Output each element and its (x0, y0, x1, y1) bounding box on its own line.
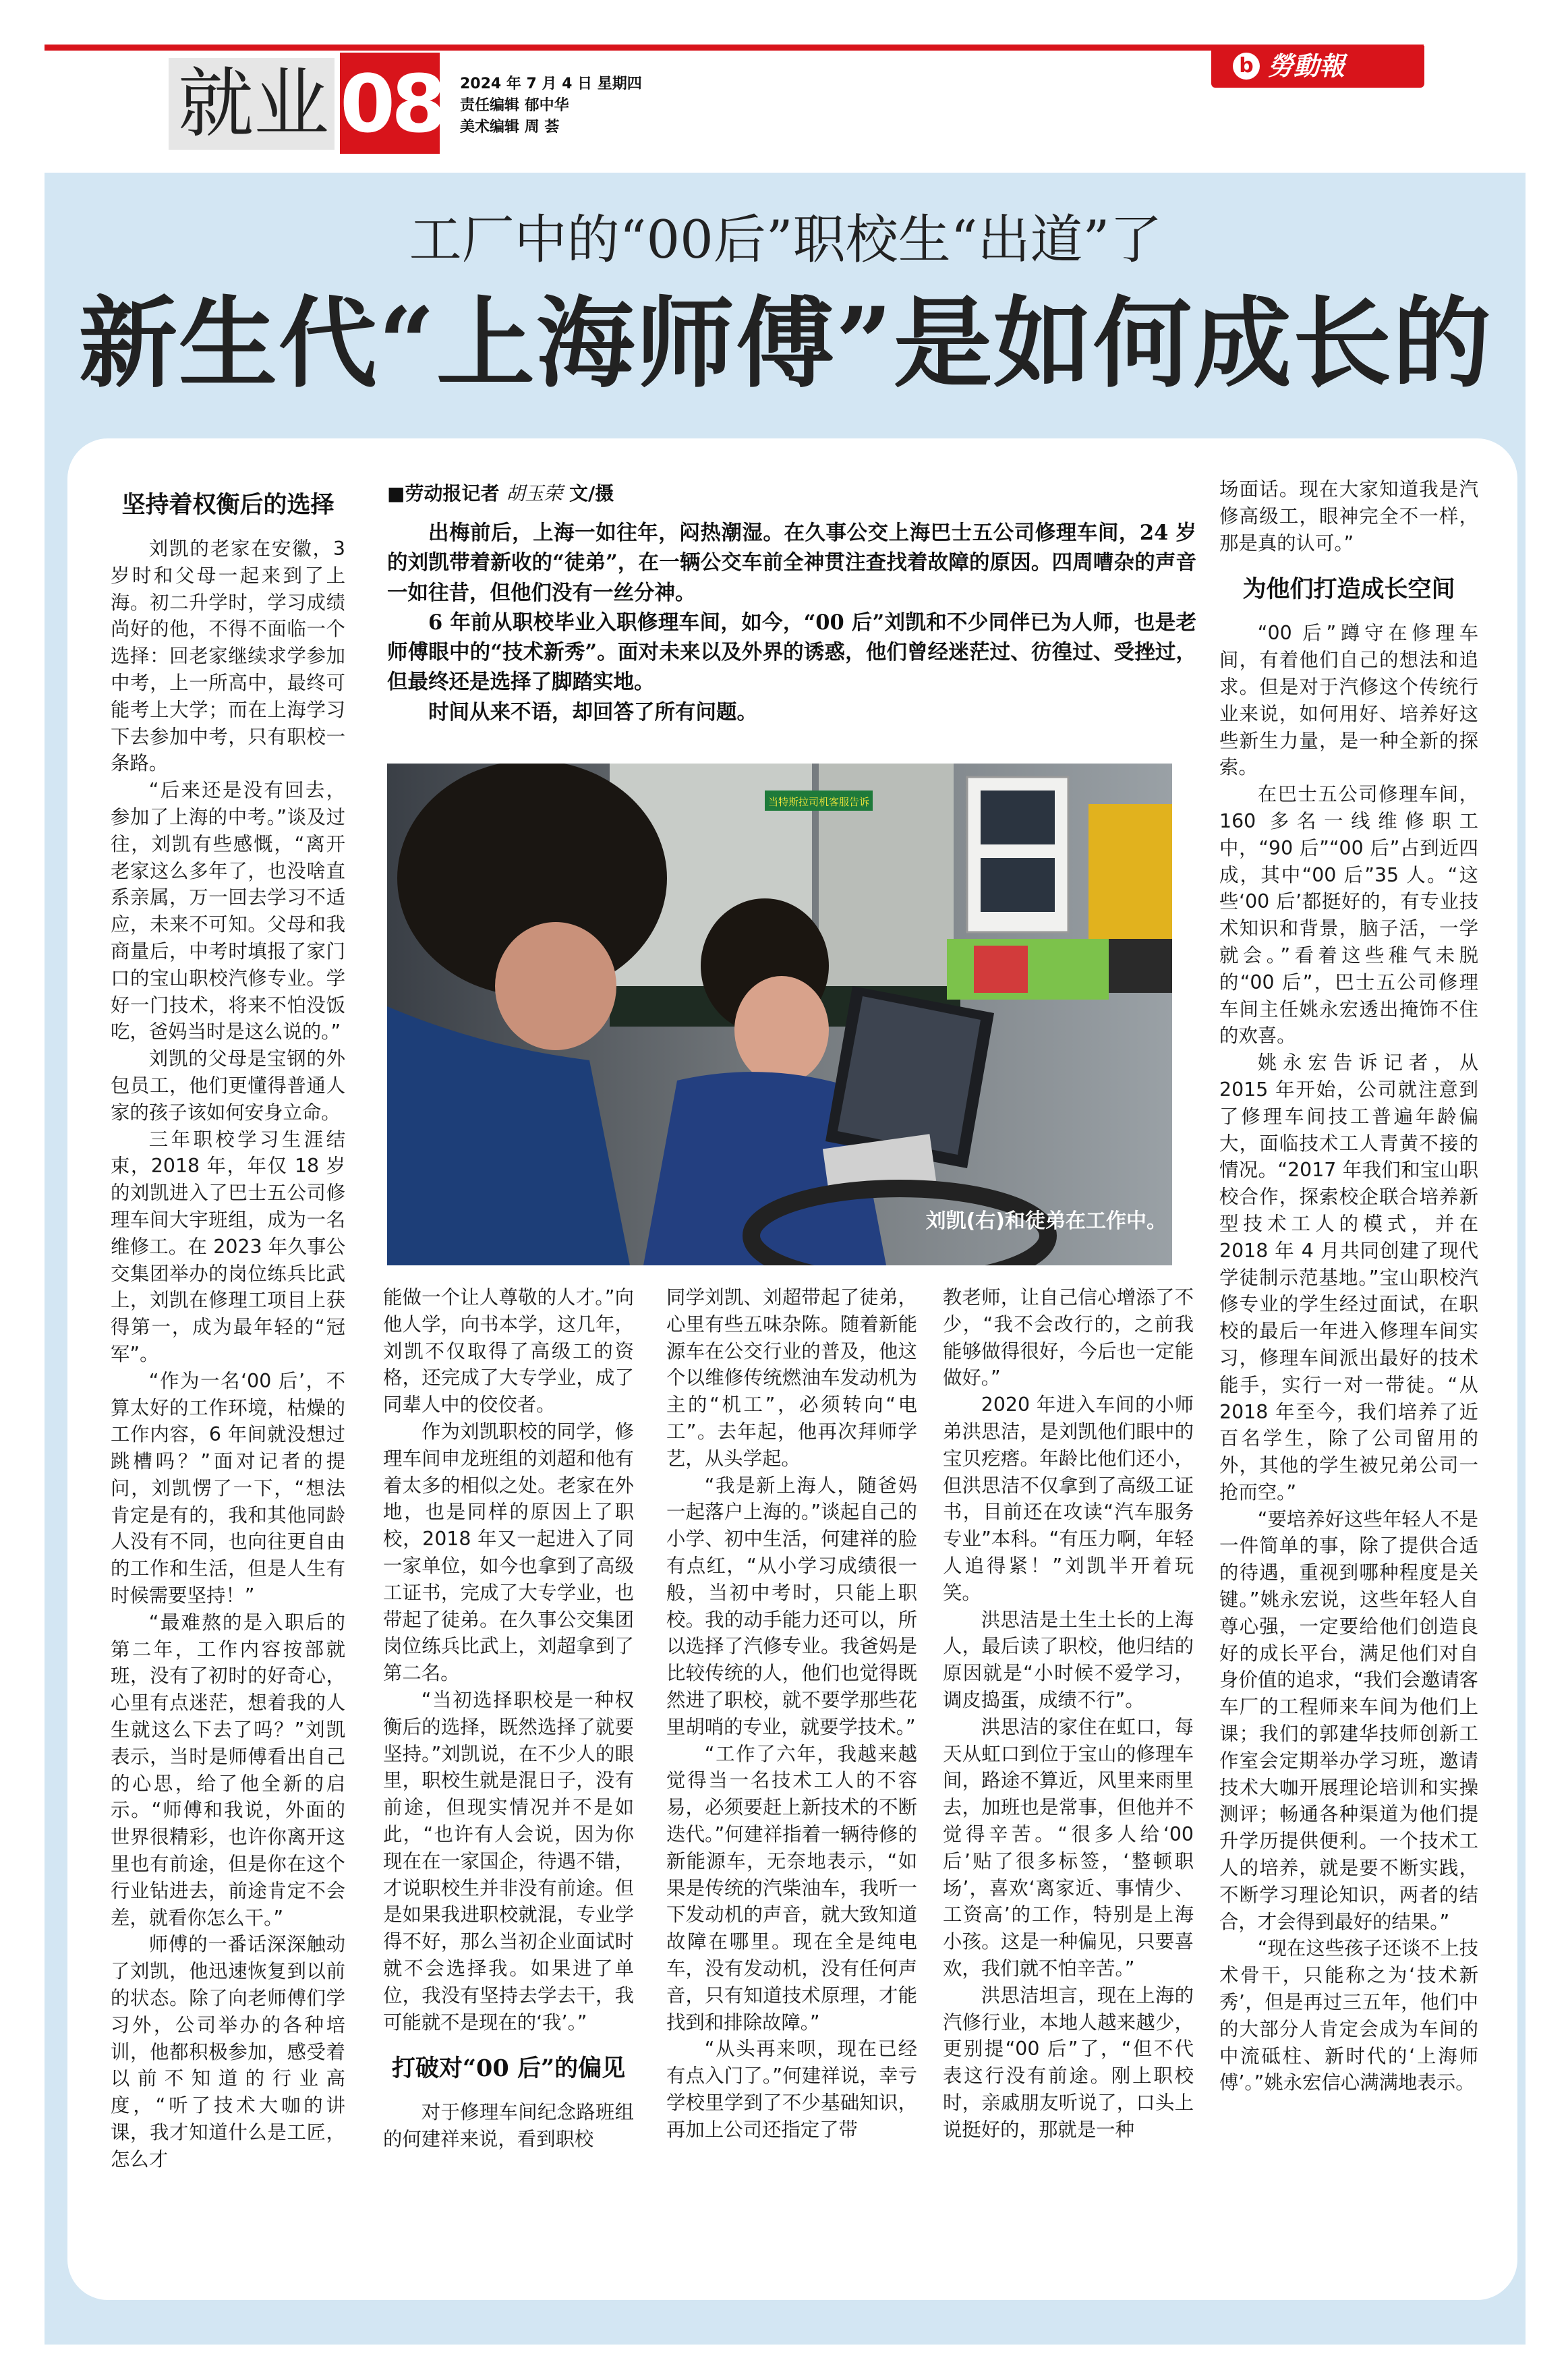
subheading-growth-space: 为他们打造成长空间 (1242, 575, 1455, 604)
paragraph: “当初选择职校是一种权衡后的选择，既然选择了就要坚持。”刘凯说，在不少人的眼里，职校生就是混日子，没有前途，但现实情况并不是如此，“也许有人会说，因为你现在在一家国企，待遇不错，才说职校生并非没有前途。但是如果我进职校就混，专业学得不好，那么当初企业面试时就不会选择我。如果进了单位，我没有坚持去学去干，我可能就不是现在的‘我’。” (383, 1688, 634, 2034)
subheading-prejudice: 打破对“00 后”的偏见 (391, 2055, 626, 2083)
reporter-name: 胡玉荣 (506, 482, 563, 505)
paragraph: 2020 年进入车间的小师弟洪思洁，是刘凯他们眼中的宝贝疙瘩。年龄比他们还小，但洪思洁不仅拿到了高级工证书，目前还在攻读“汽车服务专业”本科。“有压力啊，年轻人追得紧！”刘凯半开着玩笑。 (943, 1394, 1194, 1604)
bus-sign-text: 当特斯拉司机客服告诉 (768, 796, 870, 808)
paragraph: “现在这些孩子还谈不上技术骨干，只能称之为‘技术新秀’，但是再过三五年，他们中的大部分人肯定会成为车间的中流砥柱、新时代的‘上海师傅’。”姚永宏信心满满地表示。 (1219, 1937, 1478, 2094)
article-column-5 (1219, 476, 1478, 2096)
paragraph: 三年职校学习生涯结束，2018 年，年仅 18 岁的刘凯进入了巴士五公司修理车间大宇班组，成为一名维修工。在 2023 年久事公交集团举办的岗位练兵比武上，刘凯在修理工项目上获得第一，成为最年轻的“冠军”。 (111, 1128, 345, 1365)
responsible-editor: 责任编辑 郁中华 (460, 97, 569, 114)
byline-prefix: ■劳动报记者 (387, 482, 500, 505)
headline-main: 新生代“上海师傅”是如何成长的 (79, 286, 1492, 401)
paragraph: 同学刘凯、刘超带起了徒弟，心里有些五味杂陈。随着新能源车在公交行业的普及，他这个以维修传统燃油车发动机为主的“机工”，必须转向“电工”。去年起，他再次拜师学艺，从头学起。 (666, 1286, 917, 1470)
paragraph: 场面话。现在大家知道我是汽修高级工，眼神完全不一样，那是真的认可。” (1219, 478, 1478, 554)
lead-paragraph: 出梅前后，上海一如往年，闷热潮湿。在久事公交上海巴士五公司修理车间，24 岁的刘凯带着新收的“徒弟”，在一辆公交车前全神贯注查找着故障的原因。四周嘈杂的声音一如往昔，但他们没有一丝分神。 (387, 521, 1196, 605)
paragraph: 对于修理车间纪念路班组的何建祥来说，看到职校 (383, 2101, 634, 2151)
paragraph: 教老师，让自己信心增添了不少，“我不会改行的，之前我能够做得很好，今后也一定能做好。” (943, 1286, 1194, 1389)
art-editor: 美术编辑 周 荟 (460, 119, 560, 136)
paragraph: 洪思洁的家住在虹口，每天从虹口到位于宝山的修理车间，路途不算近，风里来雨里去，加班也是常事，但他并不觉得辛苦。“很多人给‘00 后’贴了很多标签，‘整顿职场’，喜欢‘离家近、事情少、工资高’的工作，特别是上海小孩。这是一种偏见，只要喜欢，我们就不怕辛苦。” (943, 1715, 1194, 1980)
article-column-4 (943, 1284, 1194, 2144)
page-number: 08 (340, 57, 443, 150)
paragraph: 刘凯的老家在安徽，3 岁时和父母一起来到了上海。初二升学时，学习成绩尚好的他，不得不面临一个选择：回老家继续求学参加中考，上一所高中，最终可能考上大学；而在上海学习下去参加中考，只有职校一条路。 (111, 538, 345, 775)
paragraph: “从头再来呗，现在已经有点入门了。”何建祥说，幸亏学校里学到了不少基础知识，再加上公司还指定了带 (666, 2038, 917, 2141)
paragraph: 洪思洁是土生土长的上海人，最后读了职校，他归结的原因就是“小时候不爱学习，调皮捣蛋，成绩不行”。 (943, 1608, 1194, 1711)
article-column-1 (111, 487, 345, 2173)
subheading-choice: 坚持着权衡后的选择 (121, 491, 335, 519)
paragraph: 在巴士五公司修理车间，160 多名一线维修职工中，“90 后”“00 后”占到近四成，其中“00 后”35 人。“这些‘00 后’都挺好的，有专业技术知识和背景，脑子活，一学就会。”看着这些稚气未脱的“00 后”，巴士五公司修理车间主任姚永宏透出掩饰不住的欢喜。 (1219, 783, 1478, 1047)
lead-paragraph: 6 年前从职校毕业入职修理车间，如今，“00 后”刘凯和不少同伴已为人师，也是老师傅眼中的“技术新秀”。面对未来以及外界的诱惑，他们曾经迷茫过、彷徨过、受挫过，但最终还是选择了脚踏实地。 (387, 610, 1196, 695)
lead-paragraph: 时间从来不语，却回答了所有问题。 (428, 699, 757, 724)
paragraph: 刘凯的父母是宝钢的外包员工，他们更懂得普通人家的孩子该如何安身立命。 (111, 1047, 345, 1124)
paragraph: “工作了六年，我越来越觉得当一名技术工人的不容易，必须要赶上新技术的不断迭代。”何建祥指着一辆待修的新能源车，无奈地表示，“如果是传统的汽柴油车，我听一下发动机的声音，就大致知道故障在哪里。现在全是纯电车，没有发动机，没有任何声音，只有知道技术原理，才能找到和排除故障。” (666, 1742, 917, 2034)
logo-text: 勞動報 (1268, 51, 1345, 81)
paragraph: “最难熬的是入职后的第二年，工作内容按部就班，没有了初时的好奇心，心里有点迷茫，想着我的人生就这么下去了吗？”刘凯表示，当时是师傅看出自己的心思，给了他全新的启示。“师傅和我说，外面的世界很精彩，也许你离开这里也有前途，但是你在这个行业钻进去，前途肯定不会差，就看你怎么干。” (111, 1611, 345, 1929)
paragraph: 洪思洁坦言，现在上海的汽修行业，本地人越来越少，更别提“00 后”了，“但不代表这行没有前途。刚上职校时，亲戚朋友听说了，口头上说挺好的，那就是一种 (943, 1984, 1194, 2141)
byline (387, 480, 1196, 507)
article-column-3 (666, 1284, 917, 2144)
issue-date: 2024 年 7 月 4 日 星期四 (460, 76, 642, 92)
headline-kicker: 工厂中的“00后”职校生“出道”了 (409, 210, 1163, 270)
lead-paragraphs (387, 518, 1196, 727)
news-photo (387, 764, 1172, 1265)
paragraph: “后来还是没有回去，参加了上海的中考。”谈及过往，刘凯有些感慨，“离开老家这么多年了，也没啥直系亲属，万一回去学习不适应，未来不可知。父母和我商量后，中考时填报了家门口的宝山职校汽修专业。学好一门技术，将来不怕没饭吃，爸妈当时是这么说的。” (111, 779, 345, 1043)
byline-suffix: 文/摄 (569, 482, 614, 505)
article-column-2 (383, 1284, 634, 2153)
paragraph: “我是新上海人，随爸妈一起落户上海的。”谈起自己的小学、初中生活，何建祥的脸有点红，“从小学习成绩很一般，当初中考时，只能上职校。我的动手能力还可以，所以选择了汽修专业。我爸妈是比较传统的人，他们也觉得既然进了职校，就不要学那些花里胡哨的专业，就要学技术。” (666, 1474, 917, 1738)
paragraph: 姚永宏告诉记者，从 2015 年开始，公司就注意到了修理车间技工普遍年龄偏大，面临技术工人青黄不接的情况。“2017 年我们和宝山职校合作，探索校企联合培养新型技术工人的模式，并在 2018 年 4 月共同创建了现代学徒制示范基地。”宝山职校汽修专业的学生经过面试，在职校的最后一年进入修理车间实习，修理车间派出最好的技术能手，实行一对一带徒。“从 2018 年至今，我们培养了近百名学生，除了公司留用的外，其他的学生被兄弟公司一抢而空。” (1219, 1052, 1478, 1503)
paragraph: “00 后”蹲守在修理车间，有着他们自己的想法和追求。但是对于汽修这个传统行业来说，如何用好、培养好这些新生力量，是一种全新的探索。 (1219, 622, 1478, 779)
paragraph: 能做一个让人尊敬的人才。”向他人学，向书本学，这几年，刘凯不仅取得了高级工的资格，还完成了大专学业，成了同辈人中的佼佼者。 (383, 1286, 634, 1416)
paragraph: 作为刘凯职校的同学，修理车间申龙班组的刘超和他有着太多的相似之处。老家在外地，也是同样的原因上了职校，2018 年又一起进入了同一家单位，如今也拿到了高级工证书，完成了大专学业，也带起了徒弟。在久事公交集团岗位练兵比武上，刘超拿到了第二名。 (383, 1420, 634, 1685)
photo-caption: 刘凯(右)和徒弟在工作中。 (925, 1209, 1167, 1233)
paragraph: “作为一名‘00 后’，不算太好的工作环境，枯燥的工作内容，6 年间就没想过跳槽吗？”面对记者的提问，刘凯愣了一下，“想法肯定是有的，我和其他同龄人没有不同，也向往更自由的工作和生活，但是人生有时候需要坚持！” (111, 1369, 345, 1607)
paragraph: 师傅的一番话深深触动了刘凯，他迅速恢复到以前的状态。除了向老师傅们学习外，公司举办的各种培训，他都积极参加，感受着以前不知道的行业高度，“听了技术大咖的讲课，我才知道什么是工匠，怎么才 (111, 1933, 345, 2171)
b-logo-icon: b (1233, 53, 1260, 80)
paragraph: “要培养好这些年轻人不是一件简单的事，除了提供合适的待遇，重视到哪种程度是关键。”姚永宏说，这些年轻人自尊心强，一定要给他们创造良好的成长平台，满足他们对自身价值的追求，“我们会邀请客车厂的工程师来车间为他们上课；我们的郭建华技师创新工作室会定期举办学习班，邀请技术大咖开展理论培训和实操测评；畅通各种渠道为他们提升学历提供便利。一个技术工人的培养，就是要不断实践，不断学习理论知识，两者的结合，才会得到最好的结果。” (1219, 1507, 1478, 1933)
section-label: 就业 (178, 60, 329, 148)
